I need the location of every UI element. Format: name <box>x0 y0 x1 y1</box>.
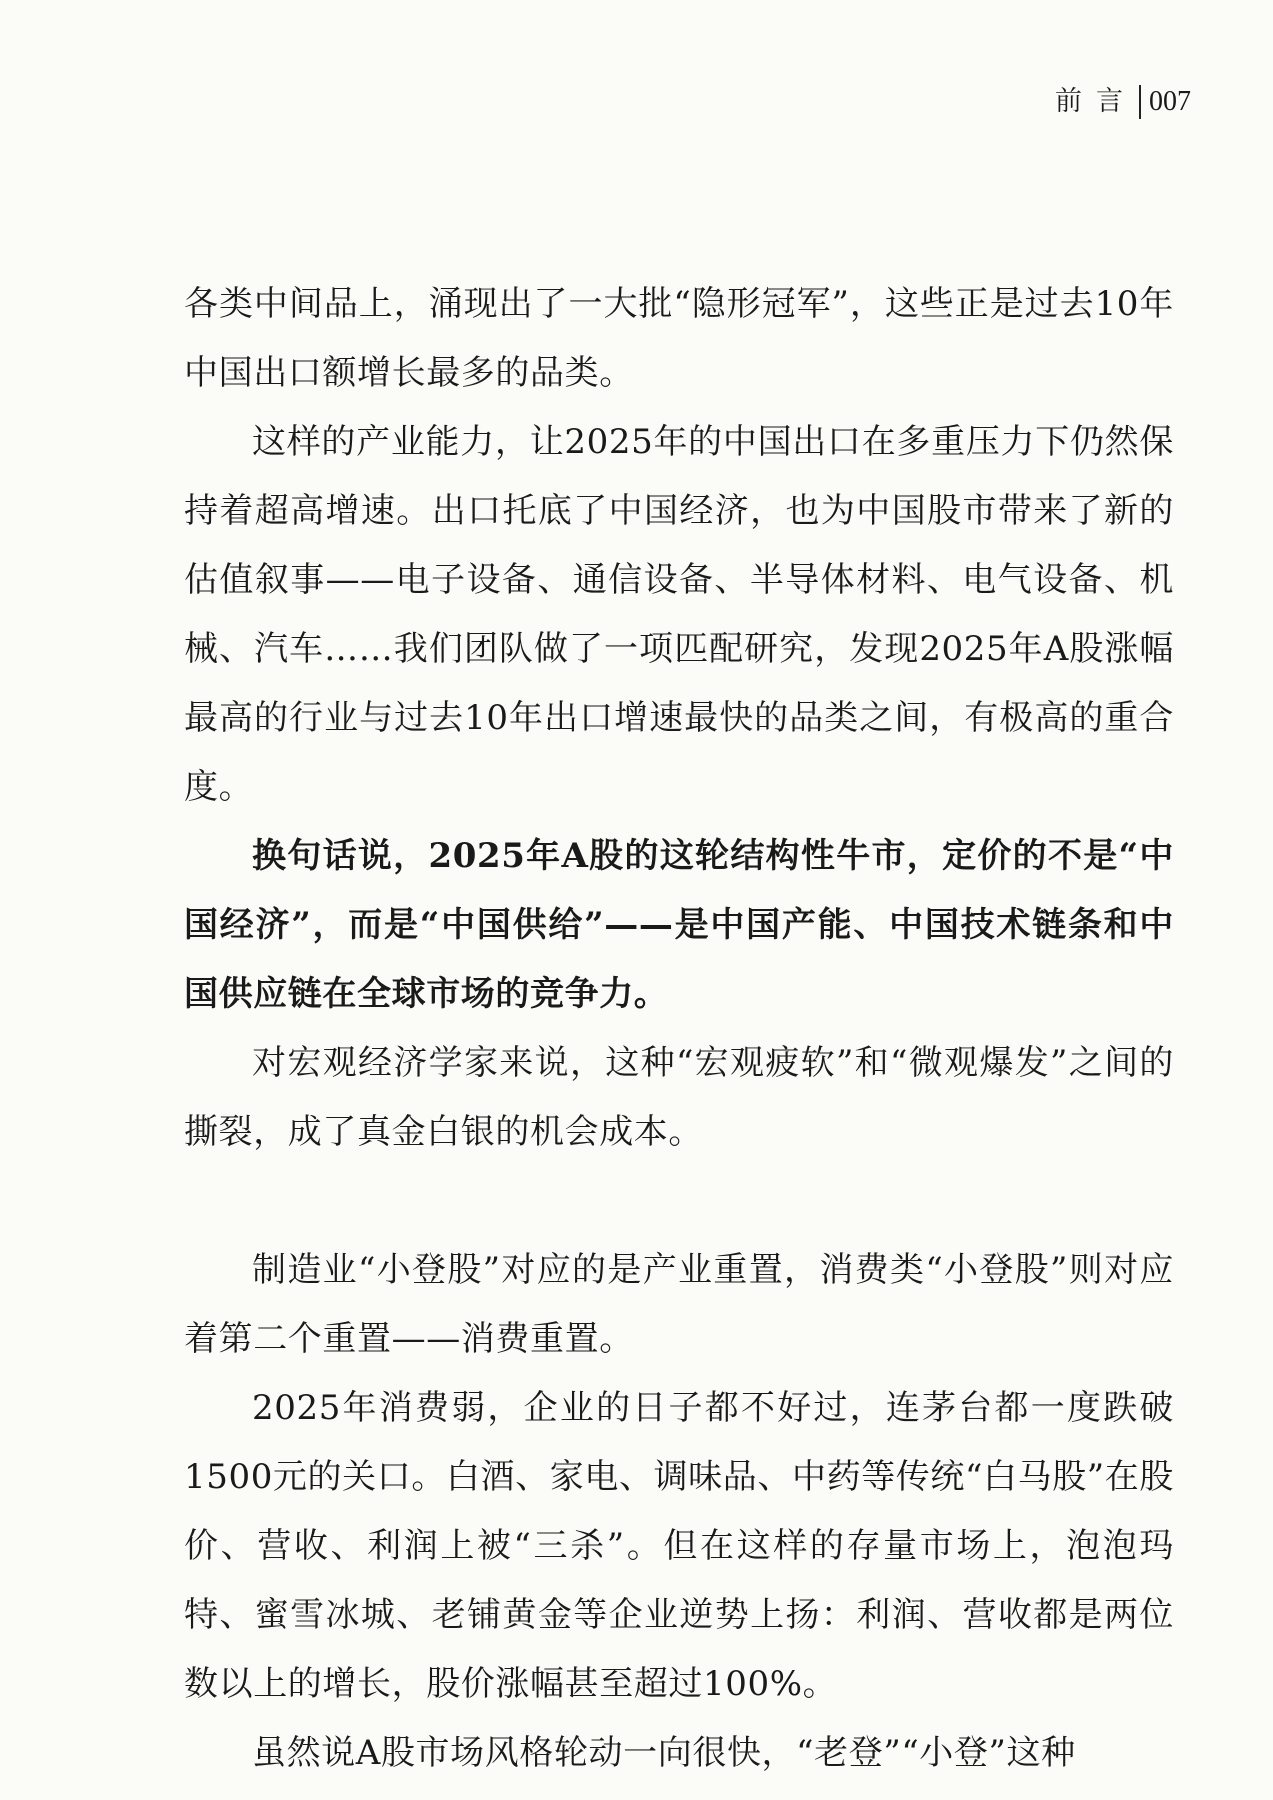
header-divider <box>1139 85 1141 119</box>
paragraph: 这样的产业能力，让2025年的中国出口在多重压力下仍然保持着超高增速。出口托底了中国经济，也为中国股市带来了新的估值叙事——电子设备、通信设备、半导体材料、电气设备、机械、汽车……我们团队做了一项匹配研究，发现2025年A股涨幅最高的行业与过去10年出口增速最快的品类之间，有极高的重合度。 <box>184 422 1174 807</box>
paragraph: 虽然说A股市场风格轮动一向很快，“老登”“小登”这种 <box>252 1733 1076 1773</box>
page-number: 007 <box>1149 86 1191 117</box>
paragraph: 2025年消费弱，企业的日子都不好过，连茅台都一度跌破1500元的关口。白酒、家电、调味品、中药等传统“白马股”在股价、营收、利润上被“三杀”。但在这样的存量市场上，泡泡玛特、蜜雪冰城、老铺黄金等企业逆势上扬：利润、营收都是两位数以上的增长，股价涨幅甚至超过100%。 <box>184 1388 1174 1704</box>
paragraph-emphasis: 换句话说，2025年A股的这轮结构性牛市，定价的不是“中国经济”，而是“中国供给”——是中国产能、中国技术链条和中国供应链在全球市场的竞争力。 <box>184 836 1174 1014</box>
paragraph: 制造业“小登股”对应的是产业重置，消费类“小登股”则对应着第二个重置——消费重置。 <box>184 1250 1174 1359</box>
paragraph: 对宏观经济学家来说，这种“宏观疲软”和“微观爆发”之间的撕裂，成了真金白银的机会成本。 <box>184 1043 1174 1152</box>
running-header <box>1055 84 1191 120</box>
section-title: 前言 <box>1055 86 1137 117</box>
body-text <box>184 270 1174 1788</box>
paragraph-continued: 各类中间品上，涌现出了一大批“隐形冠军”，这些正是过去10年中国出口额增长最多的品类。 <box>184 284 1174 393</box>
